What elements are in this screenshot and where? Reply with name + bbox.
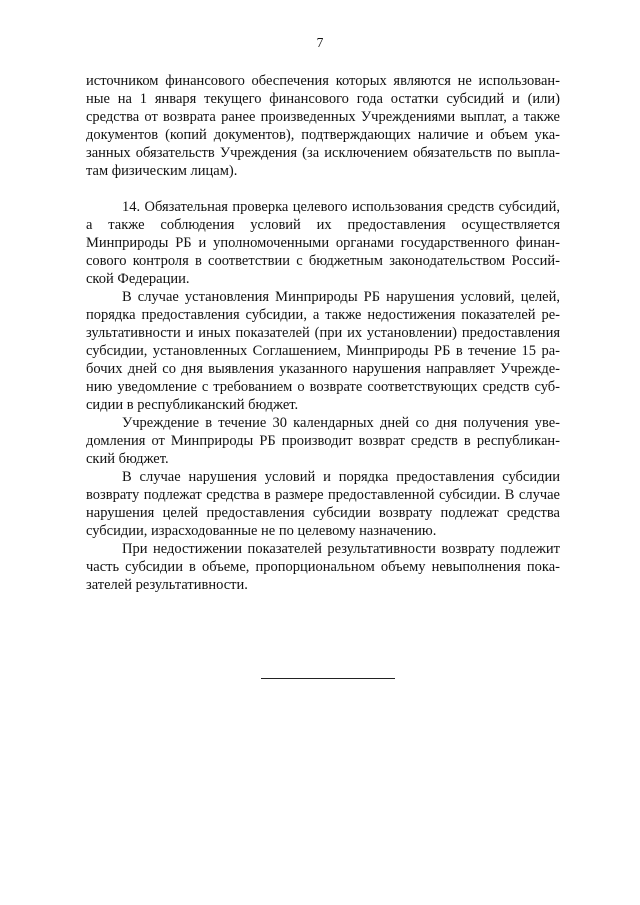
paragraph-continuation: источником финансового обеспечения которых являются не использованные на 1 января текущего финансового года остатки субсидий и (или) средства от возврата ранее произведенных Учреждениями выплат, а также документов (копий документов), подтверждающих наличие и объем указанных обязательств Учреждения (за исключением обязательств по выплатам физическим лицам). bbox=[86, 73, 560, 179]
paragraph-proportional-refund: При недостижении показателей результативности возврату подлежит часть субсидии в объеме, пропорциональном объему невыполнения показателей результативности. bbox=[86, 541, 560, 593]
paragraph-refund-deadline: Учреждение в течение 30 календарных дней со дня получения уведомления от Минприроды РБ производит возврат средств в республиканский бюджет. bbox=[86, 415, 560, 467]
document-body bbox=[86, 72, 560, 594]
paragraph-refund-conditions: В случае нарушения условий и порядка предоставления субсидии возврату подлежат средства в размере предоставленной субсидии. В случае нарушения целей предоставления субсидии возврату подлежат средства субсидии, израсходованные не по целевому назначению. bbox=[86, 469, 560, 539]
page-number: 7 bbox=[316, 35, 324, 50]
paragraph-violation-notice: В случае установления Минприроды РБ нарушения условий, целей, порядка предоставления субсидии, а также недостижения показателей результативности и иных показателей (при их установлении) предоставления субсидии, установленных Соглашением, Минприроды РБ в течение 15 рабочих дней со дня выявления указанного нарушения направляет Учреждению уведомление с требованием о возврате соответствующих средств субсидии в республиканский бюджет. bbox=[86, 289, 560, 413]
closing-divider-line bbox=[261, 678, 395, 679]
paragraph-clause-14: 14. Обязательная проверка целевого использования средств субсидий, а также соблюдения условий их предоставления осуществляется Минприроды РБ и уполномоченными органами государственного финансового контроля в соответствии с бюджетным законодательством Российской Федерации. bbox=[86, 199, 560, 287]
